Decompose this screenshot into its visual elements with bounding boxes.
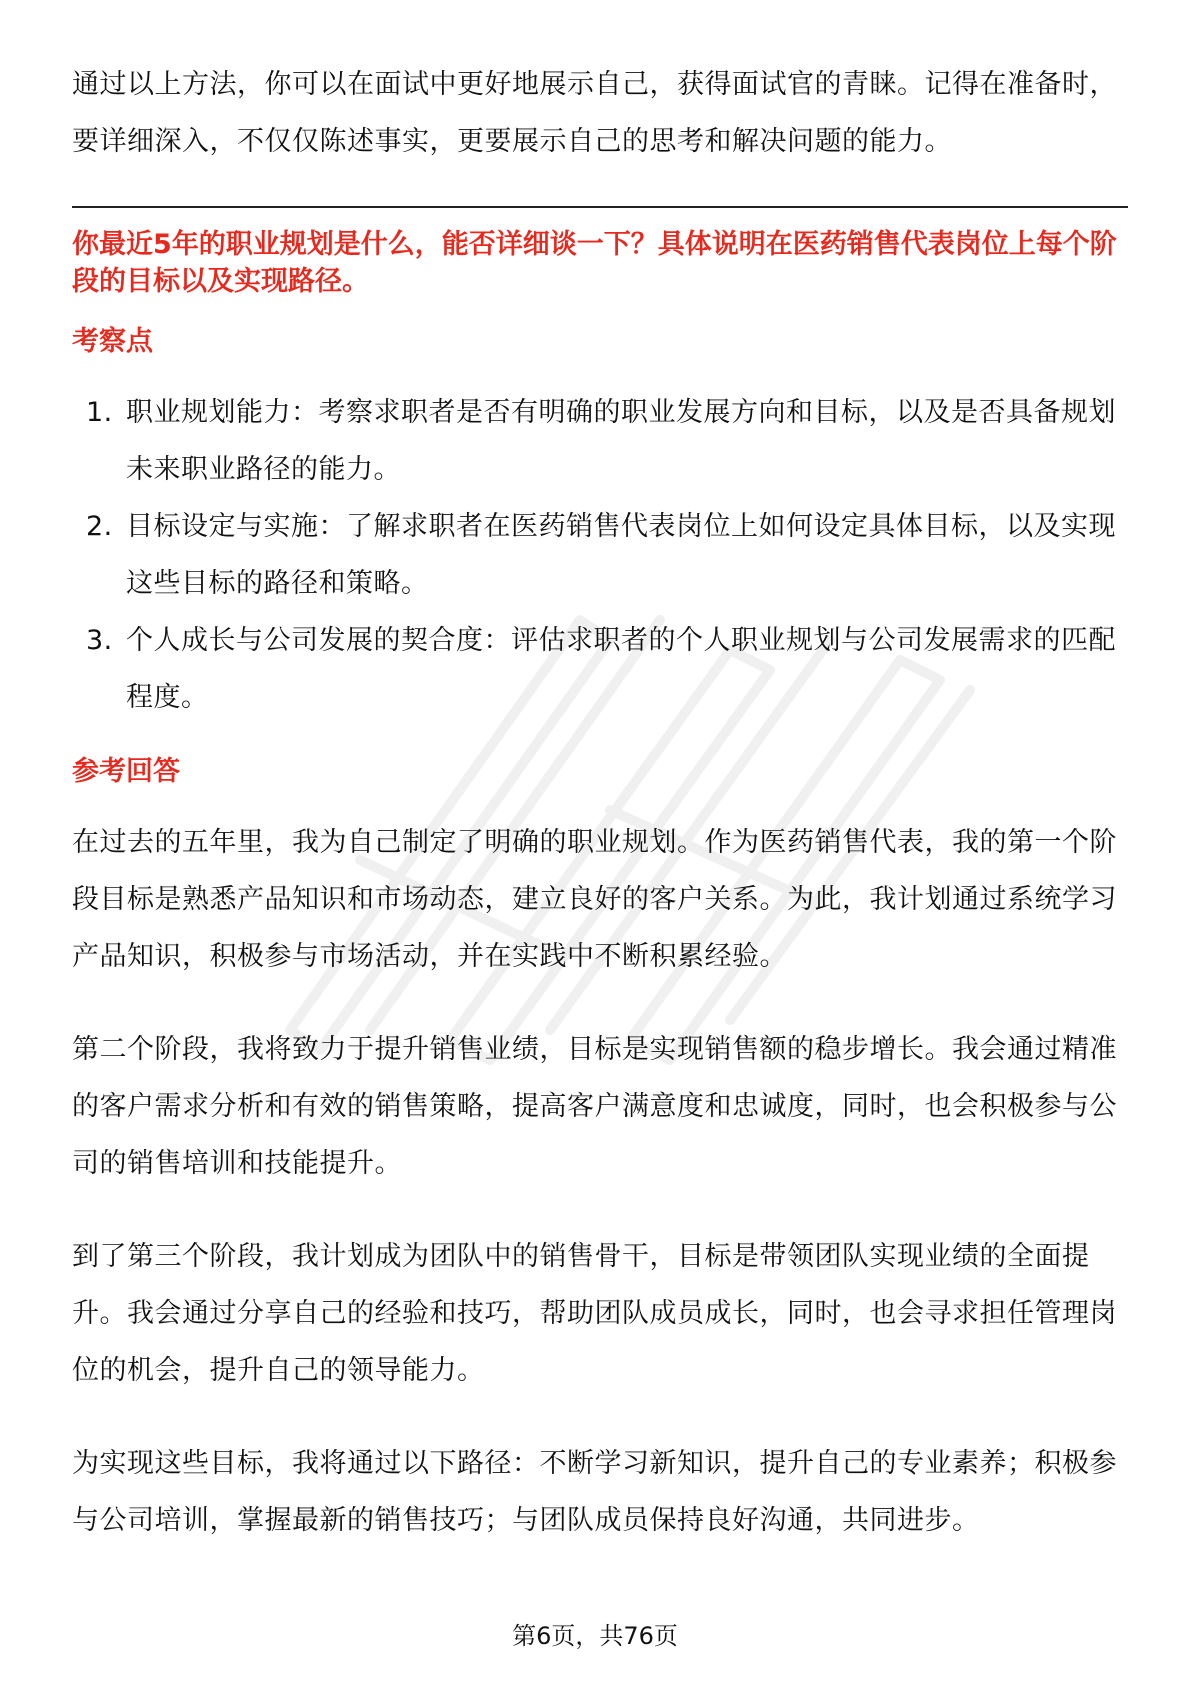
assessment-title: 考察点 <box>72 326 153 357</box>
list-item <box>72 612 1128 726</box>
list-item-number: 2. <box>86 511 113 542</box>
question-heading: 你最近5年的职业规划是什么，能否详细谈一下？具体说明在医药销售代表岗位上每个阶段的目标以及实现路径。 <box>72 229 1117 297</box>
answer-paragraph: 到了第三个阶段，我计划成为团队中的销售骨干，目标是带领团队实现业绩的全面提升。我会通过分享自己的经验和技巧，帮助团队成员成长，同时，也会寻求担任管理岗位的机会，提升自己的领导能力。 <box>72 1241 1117 1386</box>
list-item <box>72 498 1128 612</box>
list-item-number: 1. <box>86 397 113 428</box>
page-content <box>72 56 1128 1585</box>
answer-paragraph: 在过去的五年里，我为自己制定了明确的职业规划。作为医药销售代表，我的第一个阶段目标是熟悉产品知识和市场动态，建立良好的客户关系。为此，我计划通过系统学习产品知识，积极参与市场活动，并在实践中不断积累经验。 <box>72 827 1117 972</box>
answer-title: 参考回答 <box>72 756 180 787</box>
list-item-text: 目标设定与实施：了解求职者在医药销售代表岗位上如何设定具体目标，以及实现这些目标的路径和策略。 <box>126 511 1116 599</box>
section-divider <box>72 206 1128 208</box>
answer-paragraph: 为实现这些目标，我将通过以下路径：不断学习新知识，提升自己的专业素养；积极参与公司培训，掌握最新的销售技巧；与团队成员保持良好沟通，共同进步。 <box>72 1448 1117 1536</box>
assessment-list <box>72 384 1128 726</box>
page-footer: 第6页，共76页 <box>512 1622 678 1650</box>
list-item-text: 个人成长与公司发展的契合度：评估求职者的个人职业规划与公司发展需求的匹配程度。 <box>126 625 1116 713</box>
list-item-number: 3. <box>86 625 113 656</box>
list-item <box>72 384 1128 498</box>
intro-paragraph: 通过以上方法，你可以在面试中更好地展示自己，获得面试官的青睐。记得在准备时，要详细深入，不仅仅陈述事实，更要展示自己的思考和解决问题的能力。 <box>72 69 1117 157</box>
list-item-text: 职业规划能力：考察求职者是否有明确的职业发展方向和目标，以及是否具备规划未来职业路径的能力。 <box>126 397 1116 485</box>
answer-paragraph: 第二个阶段，我将致力于提升销售业绩，目标是实现销售额的稳步增长。我会通过精准的客户需求分析和有效的销售策略，提高客户满意度和忠诚度，同时，也会积极参与公司的销售培训和技能提升。 <box>72 1034 1117 1179</box>
